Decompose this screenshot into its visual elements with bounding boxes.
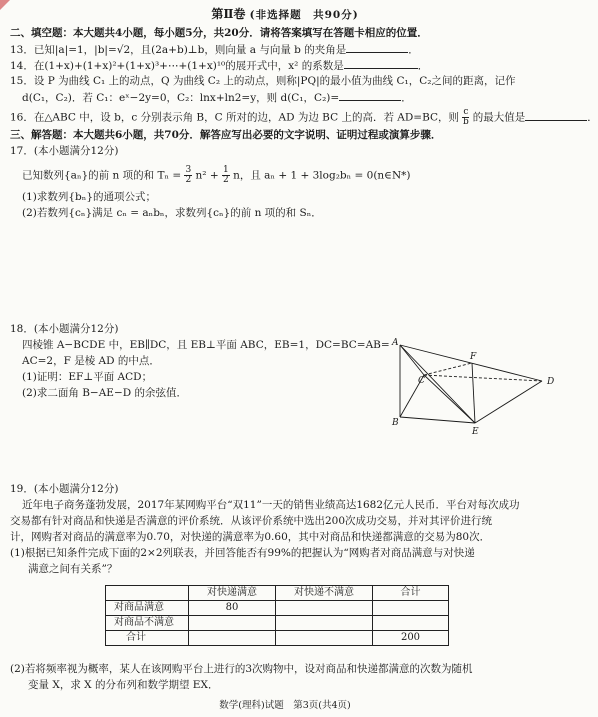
question-13: 13．已知|a|=1，|b|=√2，且(2a+b)⊥b，则向量 a 与向量 b 的夹角是 ． xyxy=(10,44,419,56)
paper-title-sub: (非选择题 共90分) xyxy=(249,9,359,21)
question-18-stem1: 四棱锥 A−BCDE 中，EB∥DC，且 EB⊥平面 ABC，EB=1，DC=BC=AB= xyxy=(22,339,390,351)
question-16-text: 16．在△ABC 中，设 b，c 分别表示角 B，C 所对的边，AD 为边 BC 上的高．若 AD=BC，则 xyxy=(10,111,460,124)
table-cell: 200 xyxy=(373,631,449,646)
table-cell: 合计 xyxy=(106,631,189,646)
paper-title-main: 第Ⅱ卷 xyxy=(211,7,246,21)
question-15-line2: d(C₁，C₂)．若 C₁：eˣ−2y=0，C₂：lnx+ln2=y，则 d(C₁，C₂)= ． xyxy=(22,92,412,104)
pyramid-figure xyxy=(390,335,565,435)
question-15-line1: 15．设 P 为曲线 C₁ 上的动点，Q 为曲线 C₂ 上的动点，则称|PQ|的最小值为曲线 C₁，C₂之间的距离，记作 xyxy=(10,75,516,87)
label-F: F xyxy=(470,352,477,362)
contingency-table xyxy=(105,585,449,646)
fraction-3-over-2: $\frac{3}{2}$ xyxy=(185,165,192,185)
table-cell xyxy=(276,616,373,631)
table-header-row xyxy=(106,586,449,601)
section3-heading: 三、解答题：本大题共6小题，共70分．解答应写出必要的文字说明、证明过程或演算步骤． xyxy=(10,129,442,141)
question-17-label: 17．(本小题满分12分) xyxy=(10,145,119,157)
question-19-stem2: 交易都有针对商品和快递是否满意的评价系统．从该评价系统中选出200次成功交易，并对其评价进行统 xyxy=(10,515,493,527)
table-cell xyxy=(373,601,449,616)
table-cell xyxy=(276,601,373,616)
question-16: 16．在△ABC 中，设 b，c 分别表示角 B，C 所对的边，AD 为边 BC 上的高．若 AD=BC，则 $\frac{c}{b}$ 的最大值是 ． xyxy=(10,107,598,127)
table-cell xyxy=(189,616,276,631)
paper-title xyxy=(0,6,570,22)
question-15-text: d(C₁，C₂)．若 C₁：eˣ−2y=0，C₂：lnx+ln2=y，则 d(C₁，C₂)= xyxy=(22,92,340,104)
question-14: 14．在(1+x)+(1+x)²+(1+x)³+⋯+(1+x)¹⁰的展开式中，x² 的系数是 ． xyxy=(10,60,429,72)
table-header-cell: 合计 xyxy=(373,586,449,601)
question-19-label: 19．(本小题满分12分) xyxy=(10,483,119,495)
fraction-1-over-2: $\frac{1}{2}$ xyxy=(223,165,229,185)
question-18-stem2: AC=2，F 是棱 AD 的中点． xyxy=(22,355,160,367)
question-18-part1: (1)证明：EF⊥平面 ACD； xyxy=(22,371,153,383)
table-cell xyxy=(276,631,373,646)
table-header-cell: 对快递不满意 xyxy=(276,586,373,601)
label-B: B xyxy=(392,418,399,428)
table-cell xyxy=(373,616,449,631)
table-row xyxy=(106,616,449,631)
question-17-part1: (1)求数列{bₙ}的通项公式； xyxy=(22,191,156,203)
table-row xyxy=(106,601,449,616)
label-D: D xyxy=(547,377,555,387)
question-13-text: 13．已知|a|=1，|b|=√2，且(2a+b)⊥b，则向量 a 与向量 b 的夹角是 xyxy=(10,44,347,56)
question-19-part1b: 满意之间有关系”？ xyxy=(28,563,118,575)
answer-blank-14 xyxy=(344,58,418,69)
question-18-label: 18．(本小题满分12分) xyxy=(10,323,119,335)
table-row xyxy=(106,631,449,646)
label-A: A xyxy=(392,338,399,348)
table-cell: 对商品不满意 xyxy=(106,616,189,631)
table-cell xyxy=(189,631,276,646)
table-cell: 80 xyxy=(189,601,276,616)
question-16-tail: 的最大值是 xyxy=(472,111,526,124)
answer-blank-15 xyxy=(339,90,401,101)
label-E: E xyxy=(472,427,479,437)
label-C: C xyxy=(418,376,425,386)
table-header-cell xyxy=(106,586,189,601)
question-19-stem1: 近年电子商务蓬勃发展，2017年某网购平台“双11”一天的销售业绩高达1682亿元人民币．平台对每次成功 xyxy=(22,499,520,511)
question-19-part2a: (2)若将频率视为概率，某人在该网购平台上进行的3次购物中，设对商品和快递都满意的次数为随机 xyxy=(10,663,473,675)
question-19-part1a: (1)根据已知条件完成下面的2×2列联表，并回答能否有99%的把握认为“网购者对商品满意与对快递 xyxy=(10,547,475,559)
table-header-cell: 对快递满意 xyxy=(189,586,276,601)
table-cell: 对商品满意 xyxy=(106,601,189,616)
question-14-text: 14．在(1+x)+(1+x)²+(1+x)³+⋯+(1+x)¹⁰的展开式中，x² 的系数是 xyxy=(10,60,344,72)
page-footer: 数学(理科)试题 第3页(共4页) xyxy=(219,700,351,711)
question-19-part2b: 变量 X，求 X 的分布列和数学期望 EX． xyxy=(28,679,219,691)
answer-blank-13 xyxy=(346,42,408,53)
question-17-part2: (2)若数列{cₙ}满足 cₙ = aₙbₙ，求数列{cₙ}的前 n 项的和 Sₙ． xyxy=(22,207,322,219)
question-18-part2: (2)求二面角 B−AE−D 的余弦值． xyxy=(22,387,188,399)
answer-blank-16 xyxy=(525,110,587,121)
fraction-c-over-b: $\frac{c}{b}$ xyxy=(463,107,469,127)
question-19-stem3: 计，网购者对商品的满意率为0.70，对快递的满意率为0.60，其中对商品和快递都满意的交易为80次． xyxy=(10,531,491,543)
section2-heading: 二、填空题：本大题共4小题，每小题5分，共20分．请将答案填写在答题卡相应的位置． xyxy=(10,27,428,39)
question-17-stem: 已知数列{aₙ}的前 n 项的和 Tₙ = $\frac{3}{2}$ n² + $\frac{1}{2}$ n，且 aₙ + 1 + 3log₂bₙ = 0(n∈N*) xyxy=(22,165,411,185)
